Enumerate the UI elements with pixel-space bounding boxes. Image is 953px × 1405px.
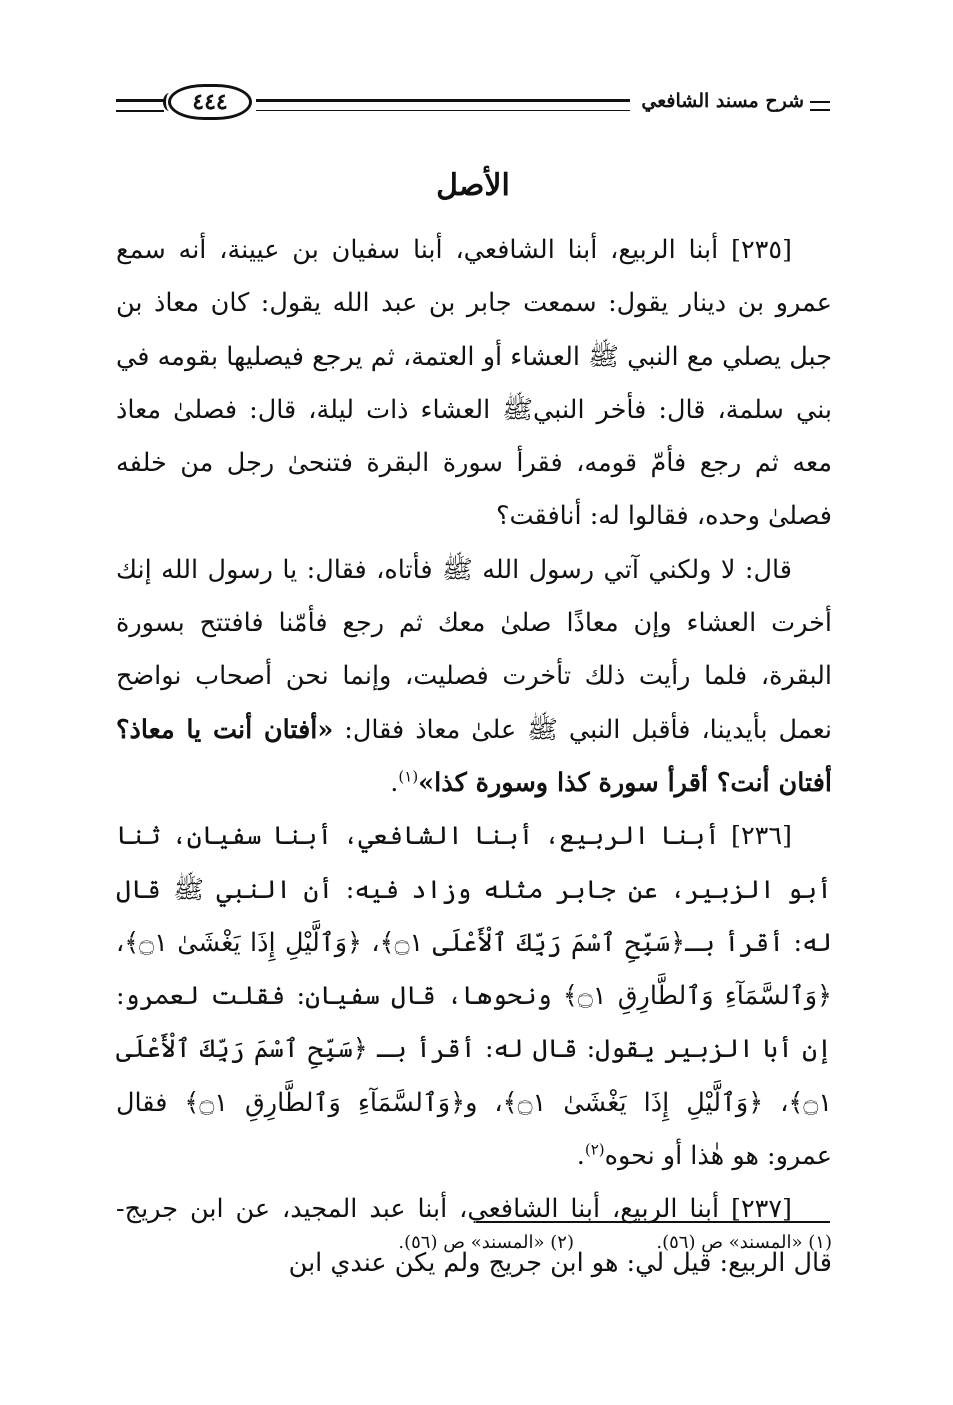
- page-number: ٤٤٤: [168, 84, 252, 120]
- footnote-1: (١) «المسند» ص (٥٦).: [656, 1232, 832, 1253]
- paragraph-236-text: [٢٣٦] أبنا الربيع، أبنا الشافعي، أبنا سفيان، ثنا أبو الزبير، عن جابر مثله وزاد فيه: أن النبي ﷺ قال له: أقرأ بـ﴿سَبِّحِ ٱسْمَ رَبِّكَ ٱلْأَعْلَى ۝١﴾، ﴿وَٱلَّيْلِ إِذَا يَغْشَىٰ ۝١﴾، ﴿وَٱلسَّمَآءِ وَٱلطَّارِقِ ۝١﴾ ونحوها، قال سفيان: فقلت لعمرو: إن أبا الزبير يقول: قال له: أقرأ بـ ﴿سَبِّحِ ٱسْمَ رَبِّكَ ٱلْأَعْلَى ۝١﴾، ﴿وَٱلَّيْلِ إِذَا يَغْشَىٰ ۝١﴾، و﴿وَٱلسَّمَآءِ وَٱلطَّارِقِ ۝١﴾ فقال عمرو: هو هٰذا أو نحوه: [116, 821, 833, 1172]
- paragraph-237: [٢٣٧] أبنا الربيع، أبنا الشافعي، أبنا عبد المجيد، عن ابن جريج- قال الربيع: قيل لي: هو ابن جريج ولم يكن عندي ابن: [116, 1194, 832, 1278]
- hadith-quote: «أفتان أنت يا معاذ؟ أفتان أنت؟ أقرأ سورة كذا وسورة كذا»: [116, 714, 832, 798]
- running-title: شرح مسند الشافعي: [641, 90, 804, 112]
- main-text: [116, 224, 832, 1290]
- page-header: [116, 82, 830, 126]
- footnote-2: (٢) «المسند» ص (٥٦).: [398, 1232, 574, 1253]
- paragraph-235-text: قال: لا ولكني آتي رسول الله ﷺ فأتاه، فقال: يا رسول الله إنك أخرت العشاء وإن معاذًا صلىٰ معك ثم رجع فأمّنا فافتتح بسورة البقرة، فلما رأيت ذلك تأخرت فصليت، وإنما نحن أصحاب نواضح نعمل بأيدينا، فأقبل النبي ﷺ علىٰ معاذ فقال:: [116, 554, 833, 745]
- paragraph-235: [٢٣٥] أبنا الربيع، أبنا الشافعي، أبنا سفيان بن عيينة، أنه سمع عمرو بن دينار يقول: سمعت جابر بن عبد الله يقول: كان معاذ بن جبل يصلي مع النبي ﷺ العشاء أو العتمة، ثم يرجع فيصليها بقومه في بني سلمة، قال: فأخر النبيﷺ العشاء ذات ليلة، قال: فصلىٰ معاذ معه ثم رجع فأمّ قومه، فقرأ سورة البقرة فتنحىٰ رجل من خلفه فصلىٰ وحده، فقالوا له: أنافقت؟: [116, 235, 832, 532]
- header-ornament-left: [116, 99, 164, 112]
- footnotes: [116, 1232, 832, 1272]
- section-title: الأصل: [436, 168, 510, 203]
- footnote-ref-1: (١): [398, 767, 419, 786]
- paragraph-235-end: .: [390, 767, 399, 798]
- header-rule: [256, 99, 630, 111]
- footnote-separator: [476, 1221, 830, 1223]
- paragraph-236-end: .: [576, 1141, 585, 1172]
- paragraph-236: [116, 810, 832, 1183]
- footnote-ref-2: (٢): [584, 1140, 605, 1159]
- paragraph-235-continued: [116, 544, 832, 810]
- header-ornament-right: [810, 101, 830, 111]
